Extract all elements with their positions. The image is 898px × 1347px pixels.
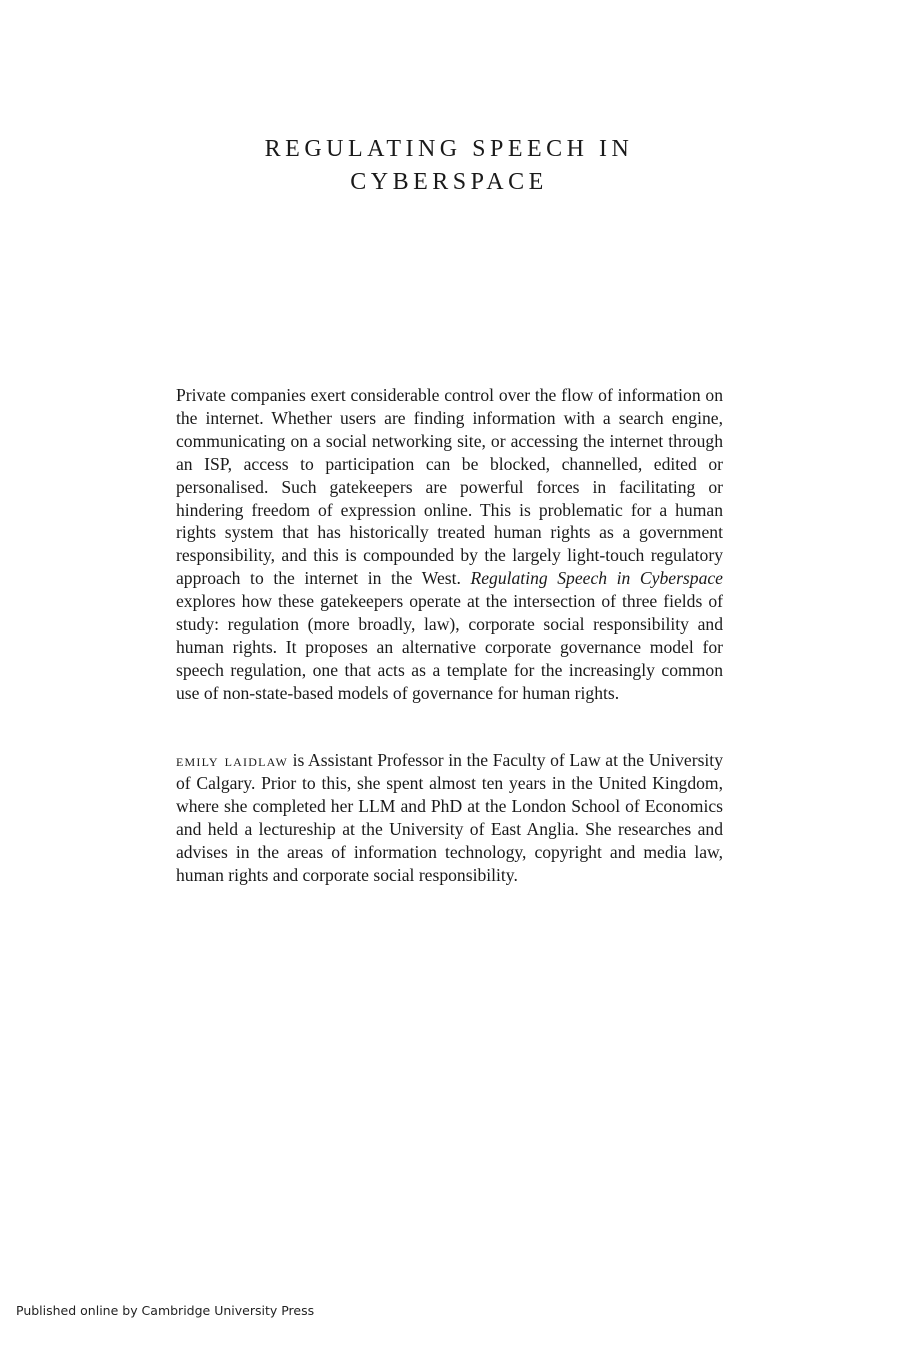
- description-part-2: explores how these gatekeepers operate at the intersection of three fields of study: regulation (more broadly, law), corporate social responsibility and human rights. It proposes an alternative corporate governance model for speech regulation, one that acts as a template for the increasingly common use of non-state-based models of governance for human rights.: [176, 591, 723, 703]
- author-bio: [176, 749, 723, 886]
- author-name: emily laidlaw: [176, 750, 289, 770]
- book-title-line-1: REGULATING SPEECH IN: [264, 136, 634, 162]
- description-part-1: Private companies exert considerable control over the flow of information on the internet. Whether users are finding information with a search engine, communicating on a social networking site, or accessing the internet through an ISP, access to participation can be blocked, channelled, edited or personalised. Such gatekeepers are powerful forces in facilitating or hindering freedom of expression online. This is problematic for a human rights system that has historically treated human rights as a government responsibility, and this is compounded by the largely light-touch regulatory approach to the internet in the West.: [176, 385, 723, 589]
- author-bio-text: is Assistant Professor in the Faculty of Law at the University of Calgary. Prior to this, she spent almost ten years in the United Kingdom, where she completed her LLM and PhD at the London School of Economics and held a lectureship at the University of East Anglia. She researches and advises in the areas of information technology, copyright and media law, human rights and corporate social responsibility.: [176, 750, 723, 885]
- book-title-line-2: CYBERSPACE: [350, 169, 548, 195]
- description-book-title: Regulating Speech in Cyberspace: [470, 568, 723, 589]
- publisher-footer: Published online by Cambridge University Press: [16, 1303, 315, 1318]
- book-title-heading: [0, 133, 898, 199]
- book-description: [176, 384, 723, 705]
